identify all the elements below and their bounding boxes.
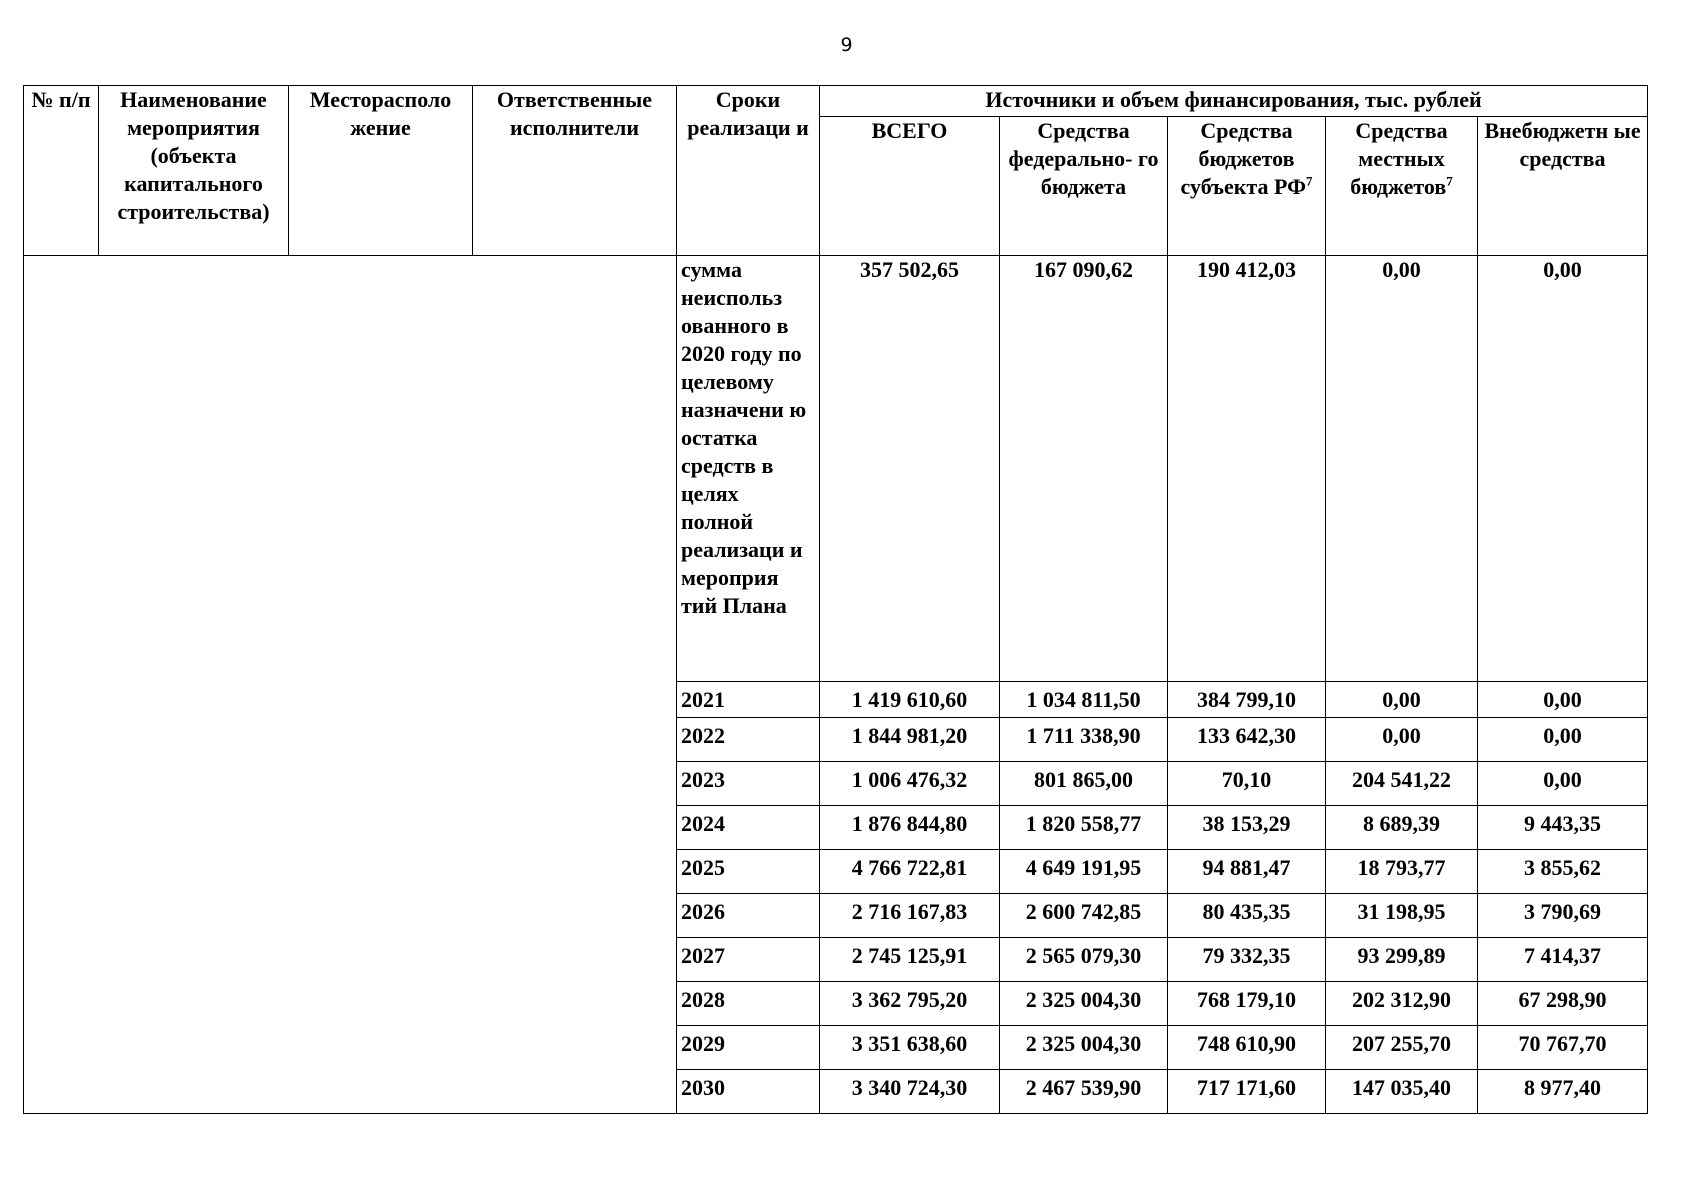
header-name: Наименование мероприятия (объекта капитального строительства) [99,86,289,256]
period-cell: 2022 [677,718,820,762]
extra-cell: 7 414,37 [1478,938,1648,982]
header-local [1326,117,1478,256]
local-cell: 202 312,90 [1326,982,1478,1026]
header-responsible: Ответственные исполнители [473,86,677,256]
local-cell: 0,00 [1326,682,1478,718]
subject-cell: 717 171,60 [1168,1070,1326,1114]
extra-cell: 8 977,40 [1478,1070,1648,1114]
total-cell: 357 502,65 [820,256,1000,682]
federal-cell: 1 820 558,77 [1000,806,1168,850]
local-cell: 207 255,70 [1326,1026,1478,1070]
extra-cell: 0,00 [1478,718,1648,762]
extra-cell: 70 767,70 [1478,1026,1648,1070]
total-cell: 3 362 795,20 [820,982,1000,1026]
header-subject-text: Средства бюджетов субъекта РФ [1180,118,1306,199]
extra-cell: 0,00 [1478,256,1648,682]
subject-cell: 79 332,35 [1168,938,1326,982]
extra-cell: 3 790,69 [1478,894,1648,938]
period-cell: 2021 [677,682,820,718]
subject-cell: 384 799,10 [1168,682,1326,718]
local-cell: 8 689,39 [1326,806,1478,850]
local-cell: 31 198,95 [1326,894,1478,938]
period-cell: 2023 [677,762,820,806]
period-cell: 2024 [677,806,820,850]
local-cell: 204 541,22 [1326,762,1478,806]
total-cell: 1 844 981,20 [820,718,1000,762]
federal-cell: 801 865,00 [1000,762,1168,806]
extra-cell: 3 855,62 [1478,850,1648,894]
header-extra: Внебюджетн ые средства [1478,117,1648,256]
header-location: Месторасполо жение [289,86,473,256]
period-cell: 2027 [677,938,820,982]
period-cell: сумма неиспольз ованного в 2020 году по целевому назначени ю остатка средств в целях полной реализаци и мероприя тий Плана [677,256,820,682]
subject-cell: 768 179,10 [1168,982,1326,1026]
header-local-text: Средства местных бюджетов [1350,118,1448,199]
financing-table [23,85,1648,1114]
merged-empty-cell [24,256,677,1114]
header-subject-footnote: 7 [1305,173,1313,189]
total-cell: 2 745 125,91 [820,938,1000,982]
total-cell: 4 766 722,81 [820,850,1000,894]
subject-cell: 94 881,47 [1168,850,1326,894]
extra-cell: 9 443,35 [1478,806,1648,850]
federal-cell: 2 565 079,30 [1000,938,1168,982]
subject-cell: 70,10 [1168,762,1326,806]
federal-cell: 2 325 004,30 [1000,982,1168,1026]
total-cell: 1 876 844,80 [820,806,1000,850]
local-cell: 0,00 [1326,256,1478,682]
extra-cell: 0,00 [1478,762,1648,806]
period-cell: 2030 [677,1070,820,1114]
period-cell: 2029 [677,1026,820,1070]
extra-cell: 67 298,90 [1478,982,1648,1026]
header-federal: Средства федерально- го бюджета [1000,117,1168,256]
subject-cell: 80 435,35 [1168,894,1326,938]
local-cell: 18 793,77 [1326,850,1478,894]
header-local-footnote: 7 [1446,173,1453,189]
period-cell: 2026 [677,894,820,938]
page-number: 9 [840,34,853,56]
federal-cell: 1 711 338,90 [1000,718,1168,762]
extra-cell: 0,00 [1478,682,1648,718]
federal-cell: 1 034 811,50 [1000,682,1168,718]
header-subject [1168,117,1326,256]
table-row [24,256,1648,682]
header-total: ВСЕГО [820,117,1000,256]
total-cell: 3 340 724,30 [820,1070,1000,1114]
total-cell: 1 006 476,32 [820,762,1000,806]
total-cell: 1 419 610,60 [820,682,1000,718]
local-cell: 93 299,89 [1326,938,1478,982]
subject-cell: 190 412,03 [1168,256,1326,682]
header-sources-group: Источники и объем финансирования, тыс. рублей [820,86,1648,117]
federal-cell: 167 090,62 [1000,256,1168,682]
total-cell: 2 716 167,83 [820,894,1000,938]
subject-cell: 748 610,90 [1168,1026,1326,1070]
header-period: Сроки реализаци и [677,86,820,256]
federal-cell: 4 649 191,95 [1000,850,1168,894]
federal-cell: 2 325 004,30 [1000,1026,1168,1070]
period-cell: 2028 [677,982,820,1026]
period-cell: 2025 [677,850,820,894]
local-cell: 0,00 [1326,718,1478,762]
subject-cell: 38 153,29 [1168,806,1326,850]
federal-cell: 2 600 742,85 [1000,894,1168,938]
federal-cell: 2 467 539,90 [1000,1070,1168,1114]
total-cell: 3 351 638,60 [820,1026,1000,1070]
subject-cell: 133 642,30 [1168,718,1326,762]
header-num: № п/п [24,86,99,256]
local-cell: 147 035,40 [1326,1070,1478,1114]
